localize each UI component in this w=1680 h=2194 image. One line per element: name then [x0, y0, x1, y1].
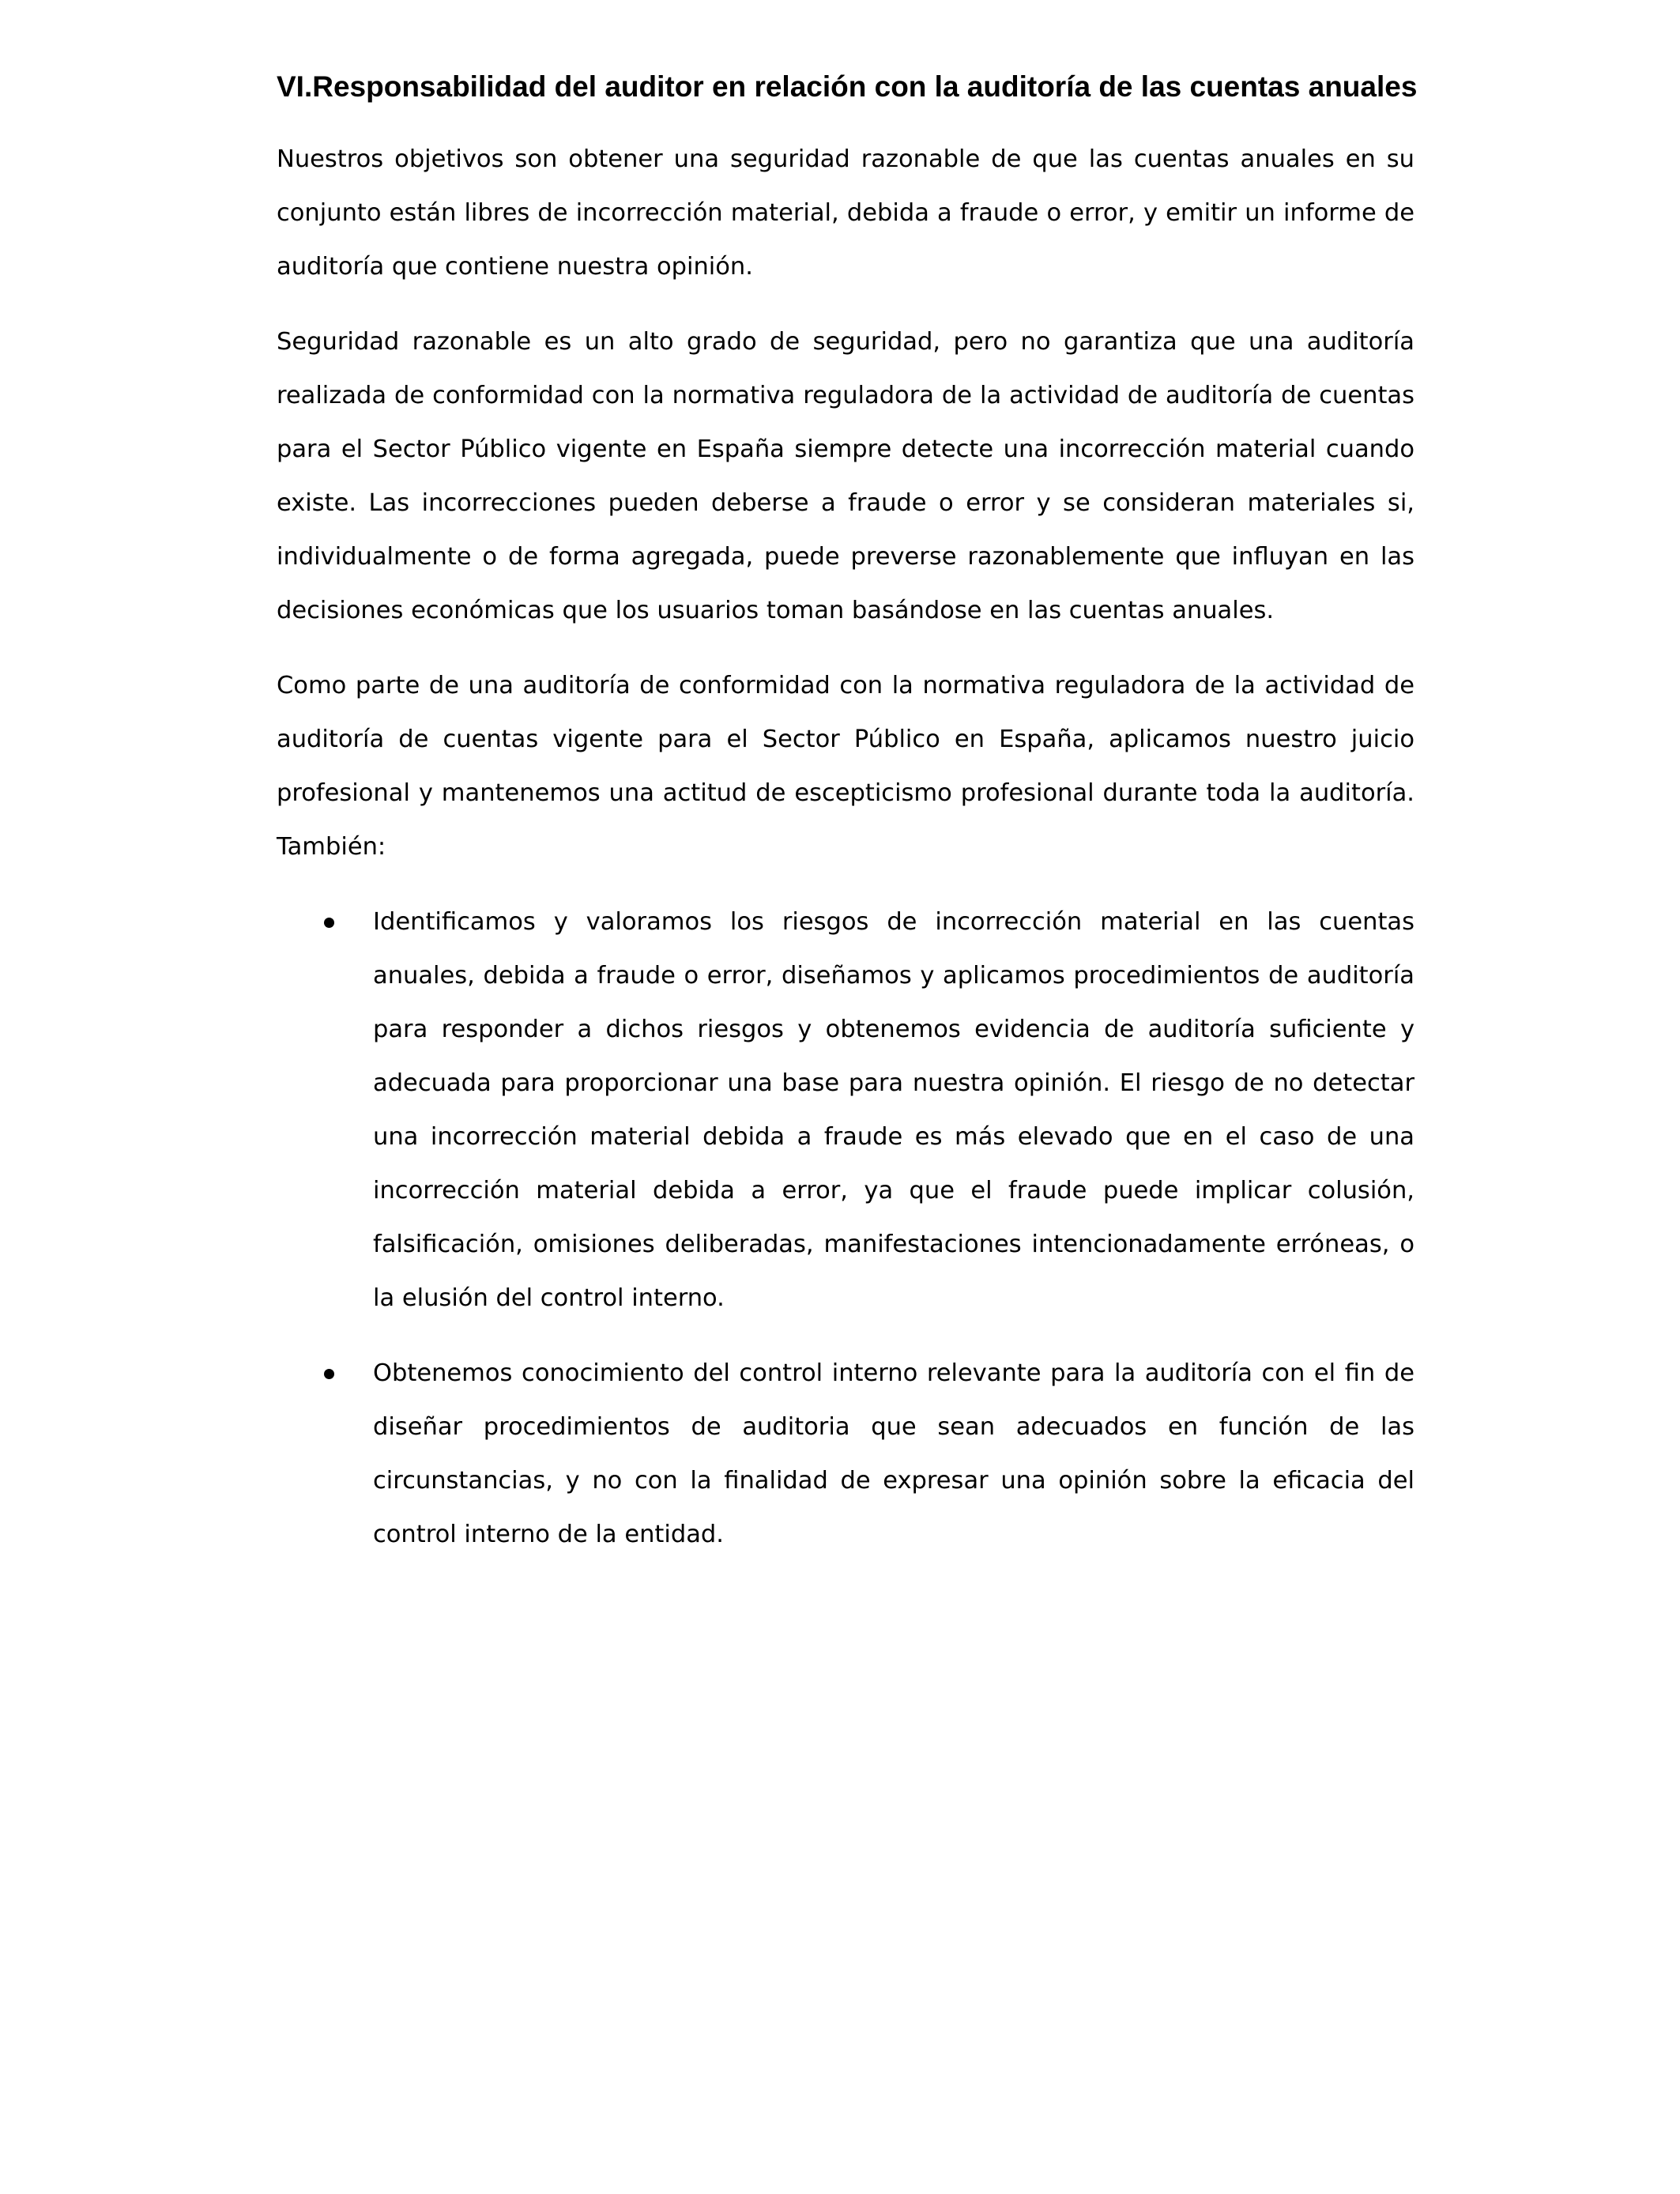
- section-number: VI.: [277, 70, 313, 103]
- list-item-text: Identificamos y valoramos los riesgos de incorrección material en las cuentas anuales, debida a fraude o error, diseñamos y aplicamos procedimientos de auditoría para responder a dichos riesgos y obtenemos evidencia de auditoría suficiente y adecuada para proporcionar una base para nuestra opinión. El riesgo de no detectar una incorrección material debida a fraude es más elevado que en el caso de una incorrección material debida a error, ya que el fraude puede implicar colusión, falsificación, omisiones deliberadas, manifestaciones intencionadamente erróneas, o la elusión del control interno.: [373, 908, 1414, 1312]
- list-item-text: Obtenemos conocimiento del control interno relevante para la auditoría con el fin de diseñar procedimientos de auditoria que sean adecuados en función de las circunstancias, y no con la finalidad de expresar una opinión sobre la eficacia del control interno de la entidad.: [373, 1359, 1414, 1548]
- page-content: [277, 65, 1418, 1583]
- section-heading: [277, 65, 1418, 109]
- bullet-icon: [324, 918, 334, 928]
- responsibilities-list: [277, 895, 1414, 1562]
- bullet-icon: [324, 1369, 334, 1379]
- list-item: [277, 895, 1414, 1325]
- list-item: [277, 1347, 1414, 1562]
- paragraph-objectives: Nuestros objetivos son obtener una seguridad razonable de que las cuentas anuales en su conjunto están libres de incorrección material, debida a fraude o error, y emitir un informe de auditoría que contiene nuestra opinión.: [277, 145, 1414, 281]
- section-title: Responsabilidad del auditor en relación con la auditoría de las cuentas anuales: [312, 70, 1418, 103]
- paragraph-reasonable-assurance: Seguridad razonable es un alto grado de seguridad, pero no garantiza que una auditoría realizada de conformidad con la normativa reguladora de la actividad de auditoría de cuentas para el Sector Público vigente en España siempre detecte una incorrección material cuando existe. Las incorrecciones pueden deberse a fraude o error y se consideran materiales si, individualmente o de forma agregada, puede preverse razonablemente que influyan en las decisiones económicas que los usuarios toman basándose en las cuentas anuales.: [277, 328, 1414, 624]
- paragraph-professional-judgment: Como parte de una auditoría de conformidad con la normativa reguladora de la actividad de auditoría de cuentas vigente para el Sector Público en España, aplicamos nuestro juicio profesional y mantenemos una actitud de escepticismo profesional durante toda la auditoría. También:: [277, 672, 1414, 861]
